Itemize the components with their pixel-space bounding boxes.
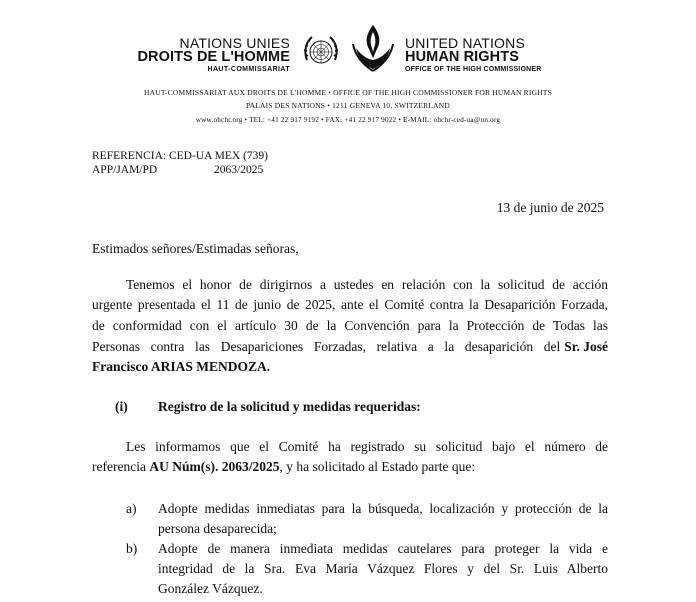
paragraph-2-line-2-ref: AU Núm(s). 2063/2025 <box>149 459 280 474</box>
address-line-1: HAUT-COMMISSARIAT AUX DROITS DE L'HOMME • OFFICE OF THE HIGH COMMISSIONER FOR HUMAN RIGHTS <box>144 88 552 97</box>
letterhead-right <box>405 36 541 73</box>
list-item-b-marker: b) <box>126 541 138 556</box>
letterhead-right-line2: HUMAN RIGHTS <box>405 49 519 65</box>
letterhead-right-line1: UNITED NATIONS <box>405 35 525 51</box>
paragraph-1-line-1: Tenemos el honor de dirigirnos a ustedes en relación con la solicitud de acción <box>126 277 608 292</box>
human-rights-flame-icon <box>348 22 398 74</box>
section-title: Registro de la solicitud y medidas requeridas: <box>158 399 421 414</box>
reference-line-2-code: APP/JAM/PD <box>92 164 158 176</box>
paragraph-1-line-5: Francisco ARIAS MENDOZA. <box>92 359 271 374</box>
letterhead-left-line1: NATIONS UNIES <box>179 35 290 51</box>
letter-date: 13 de junio de 2025 <box>496 200 604 215</box>
paragraph-1-line-4-name: Sr. José <box>564 339 608 354</box>
list-item-a-line-1: Adopte medidas inmediatas para la búsqueda, localización y protección de la <box>158 501 608 516</box>
letterhead-right-line3: OFFICE OF THE HIGH COMMISSIONER <box>405 65 542 73</box>
paragraph-1-line-4 <box>92 339 608 355</box>
list-item-b-line-1: Adopte de manera inmediata medidas cautelares para proteger la vida e <box>158 541 608 556</box>
paragraph-2-line-2-c: , y ha solicitado al Estado parte que: <box>279 459 476 474</box>
section-number: (i) <box>115 399 128 414</box>
list-item-a-line-2: persona desaparecida; <box>158 521 277 536</box>
letterhead-left <box>137 36 290 73</box>
un-emblem-icon <box>301 32 341 72</box>
letterhead-left-line3: HAUT-COMMISSARIAT <box>207 65 290 73</box>
list-item-b-line-3: González Vázquez. <box>158 581 263 596</box>
paragraph-1-line-2: urgente presentada el 11 de junio de 2025, ante el Comité contra la Desaparición Forzada, <box>92 297 608 312</box>
reference-line-1: REFERENCIA: CED-UA MEX (739) <box>92 150 269 162</box>
reference-line-2-number: 2063/2025 <box>214 164 264 176</box>
address-line-2: PALAIS DES NATIONS • 1211 GENEVA 10, SWITZERLAND <box>245 101 451 110</box>
salutation: Estimados señores/Estimadas señoras, <box>92 241 299 256</box>
list-item-a-marker: a) <box>126 501 137 516</box>
list-item-b-line-2: integridad de la Sra. Eva María Vázquez Flores y del Sr. Luis Alberto <box>158 561 608 576</box>
letterhead-left-line2: DROITS DE L'HOMME <box>137 49 290 65</box>
paragraph-2-line-1: Les informamos que el Comité ha registrado su solicitud bajo el número de <box>126 439 608 454</box>
paragraph-2-line-2-a: referencia <box>92 459 150 474</box>
paragraph-1-line-3: de conformidad con el artículo 30 de la Convención para la Protección de Todas las <box>92 318 608 333</box>
paragraph-1-line-4-text: Personas contra las Desapariciones Forzadas, relativa a la desaparición del <box>92 339 561 354</box>
address-line-3: www.ohchr.org • TEL: +41 22 917 9192 • FAX: +41 22 917 9022 • E-MAIL: ohchr-ced-ua@un.org <box>195 116 501 124</box>
paragraph-2-line-2 <box>92 459 475 475</box>
